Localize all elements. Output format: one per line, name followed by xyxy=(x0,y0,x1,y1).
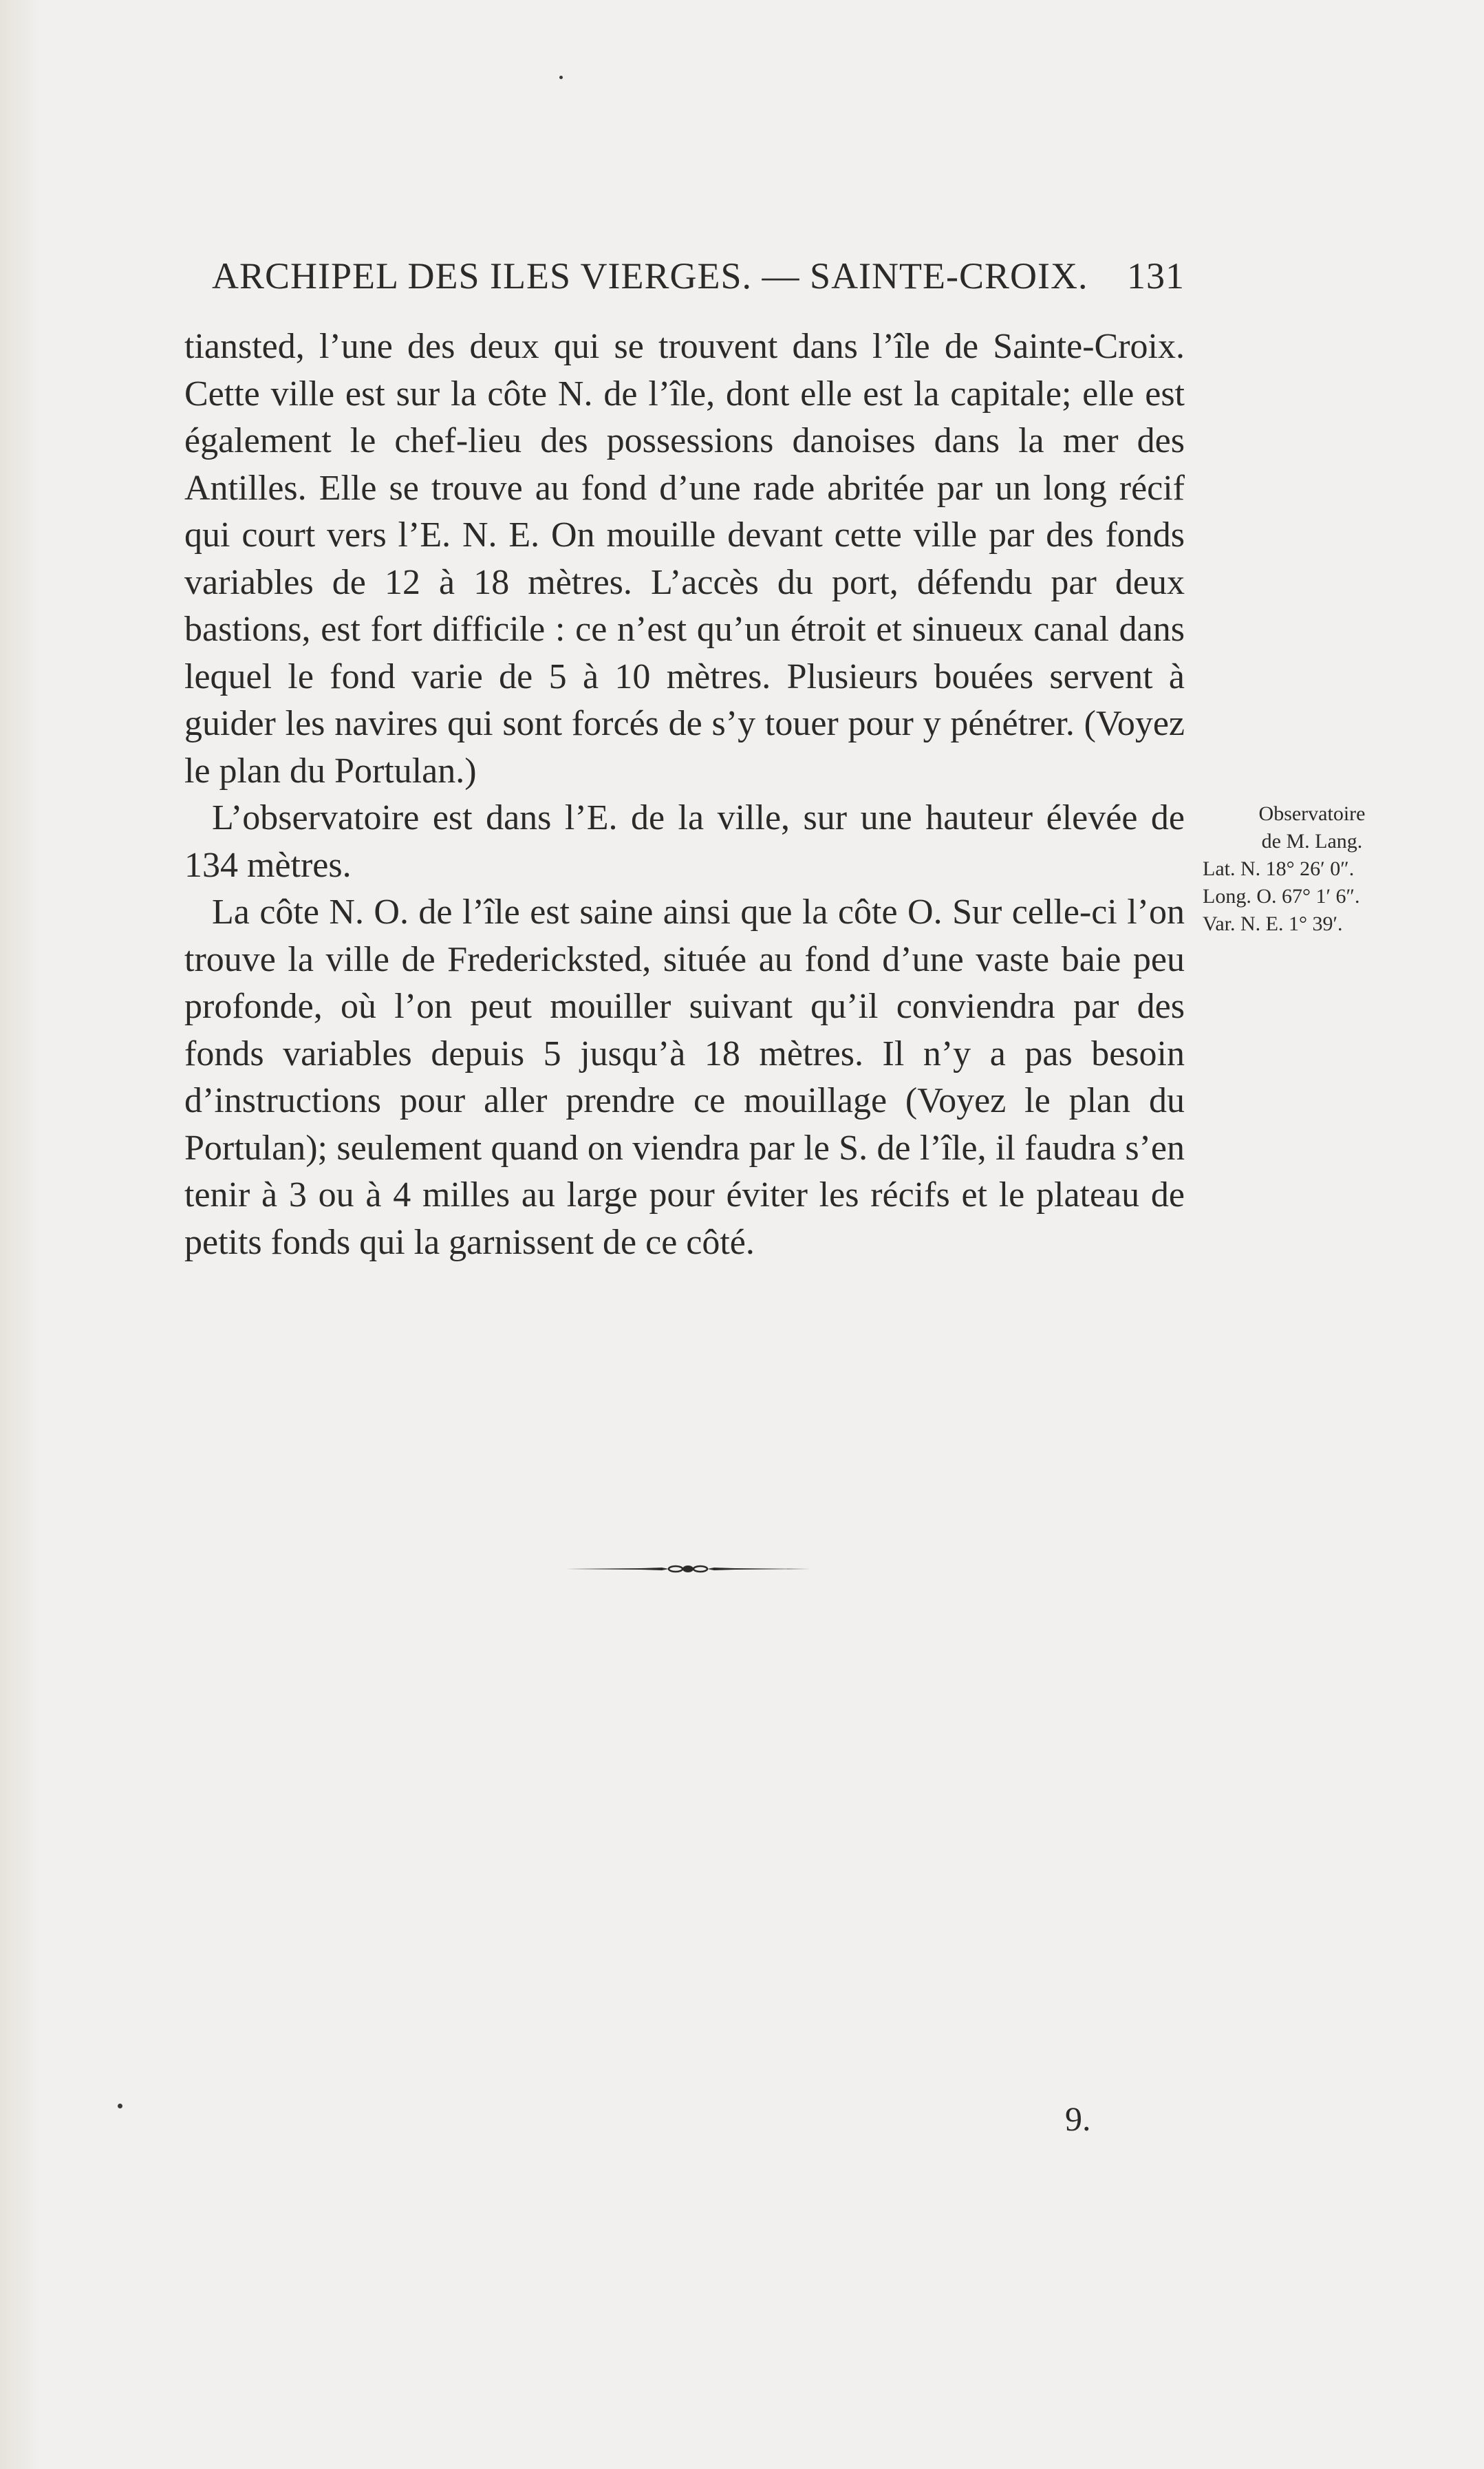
body-text xyxy=(184,323,1185,1266)
ornamental-rule-icon xyxy=(566,1563,810,1574)
paragraph-2: L’observatoire est dans l’E. de la ville, sur une hauteur élevée de 134 mètres. xyxy=(184,798,1185,885)
ink-speck xyxy=(559,76,563,79)
ink-speck xyxy=(118,2104,122,2108)
running-head xyxy=(212,255,1185,297)
margin-note-longitude: Long. O. 67° 1′ 6″. xyxy=(1203,885,1360,908)
page-number-top: 131 xyxy=(1127,255,1185,297)
margin-note-variation: Var. N. E. 1° 39′. xyxy=(1203,912,1343,935)
margin-note-latitude: Lat. N. 18° 26′ 0″. xyxy=(1203,857,1355,880)
running-head-title: ARCHIPEL DES ILES VIERGES. — SAINTE-CROIX. xyxy=(212,255,1088,297)
paragraph-3: La côte N. O. de l’île est saine ainsi que la côte O. Sur celle-ci l’on trouve la ville de Fredericksted, située au fond d’une vaste baie peu profonde, où l’on peut mouiller suivant qu’il conviendra par des fonds variables depuis 5 jusqu’à 18 mètres. Il n’y a pas besoin d’instructions pour aller prendre ce mouillage (Voyez le plan du Portulan); seulement quand on viendra par le S. de l’île, il faudra s’en tenir à 3 ou à 4 milles au large pour éviter les récifs et le plateau de petits fonds qui la garnissent de ce côté. xyxy=(184,893,1185,1262)
signature-mark: 9. xyxy=(1065,2099,1091,2138)
paragraph-1: tiansted, l’une des deux qui se trouvent dans l’île de Sainte-Croix. Cette ville est sur la côte N. de l’île, dont elle est la capitale; elle est également le chef-lieu des possessions danoises dans la mer des Antilles. Elle se trouve au fond d’une rade abritée par un long récif qui court vers l’E. N. E. On mouille devant cette ville par des fonds variables de 12 à 18 mètres. L’accès du port, défendu par deux bastions, est fort difficile : ce n’est qu’un étroit et sinueux canal dans lequel le fond varie de 5 à 10 mètres. Plusieurs bouées servent à guider les navires qui sont forcés de s’y touer pour y pénétrer. (Voyez le plan du Portulan.) xyxy=(184,327,1185,791)
margin-note-author: de M. Lang. xyxy=(1261,830,1363,853)
margin-note-title: Observatoire xyxy=(1258,802,1366,825)
page-edge xyxy=(0,0,41,2469)
margin-note xyxy=(1198,800,1426,938)
